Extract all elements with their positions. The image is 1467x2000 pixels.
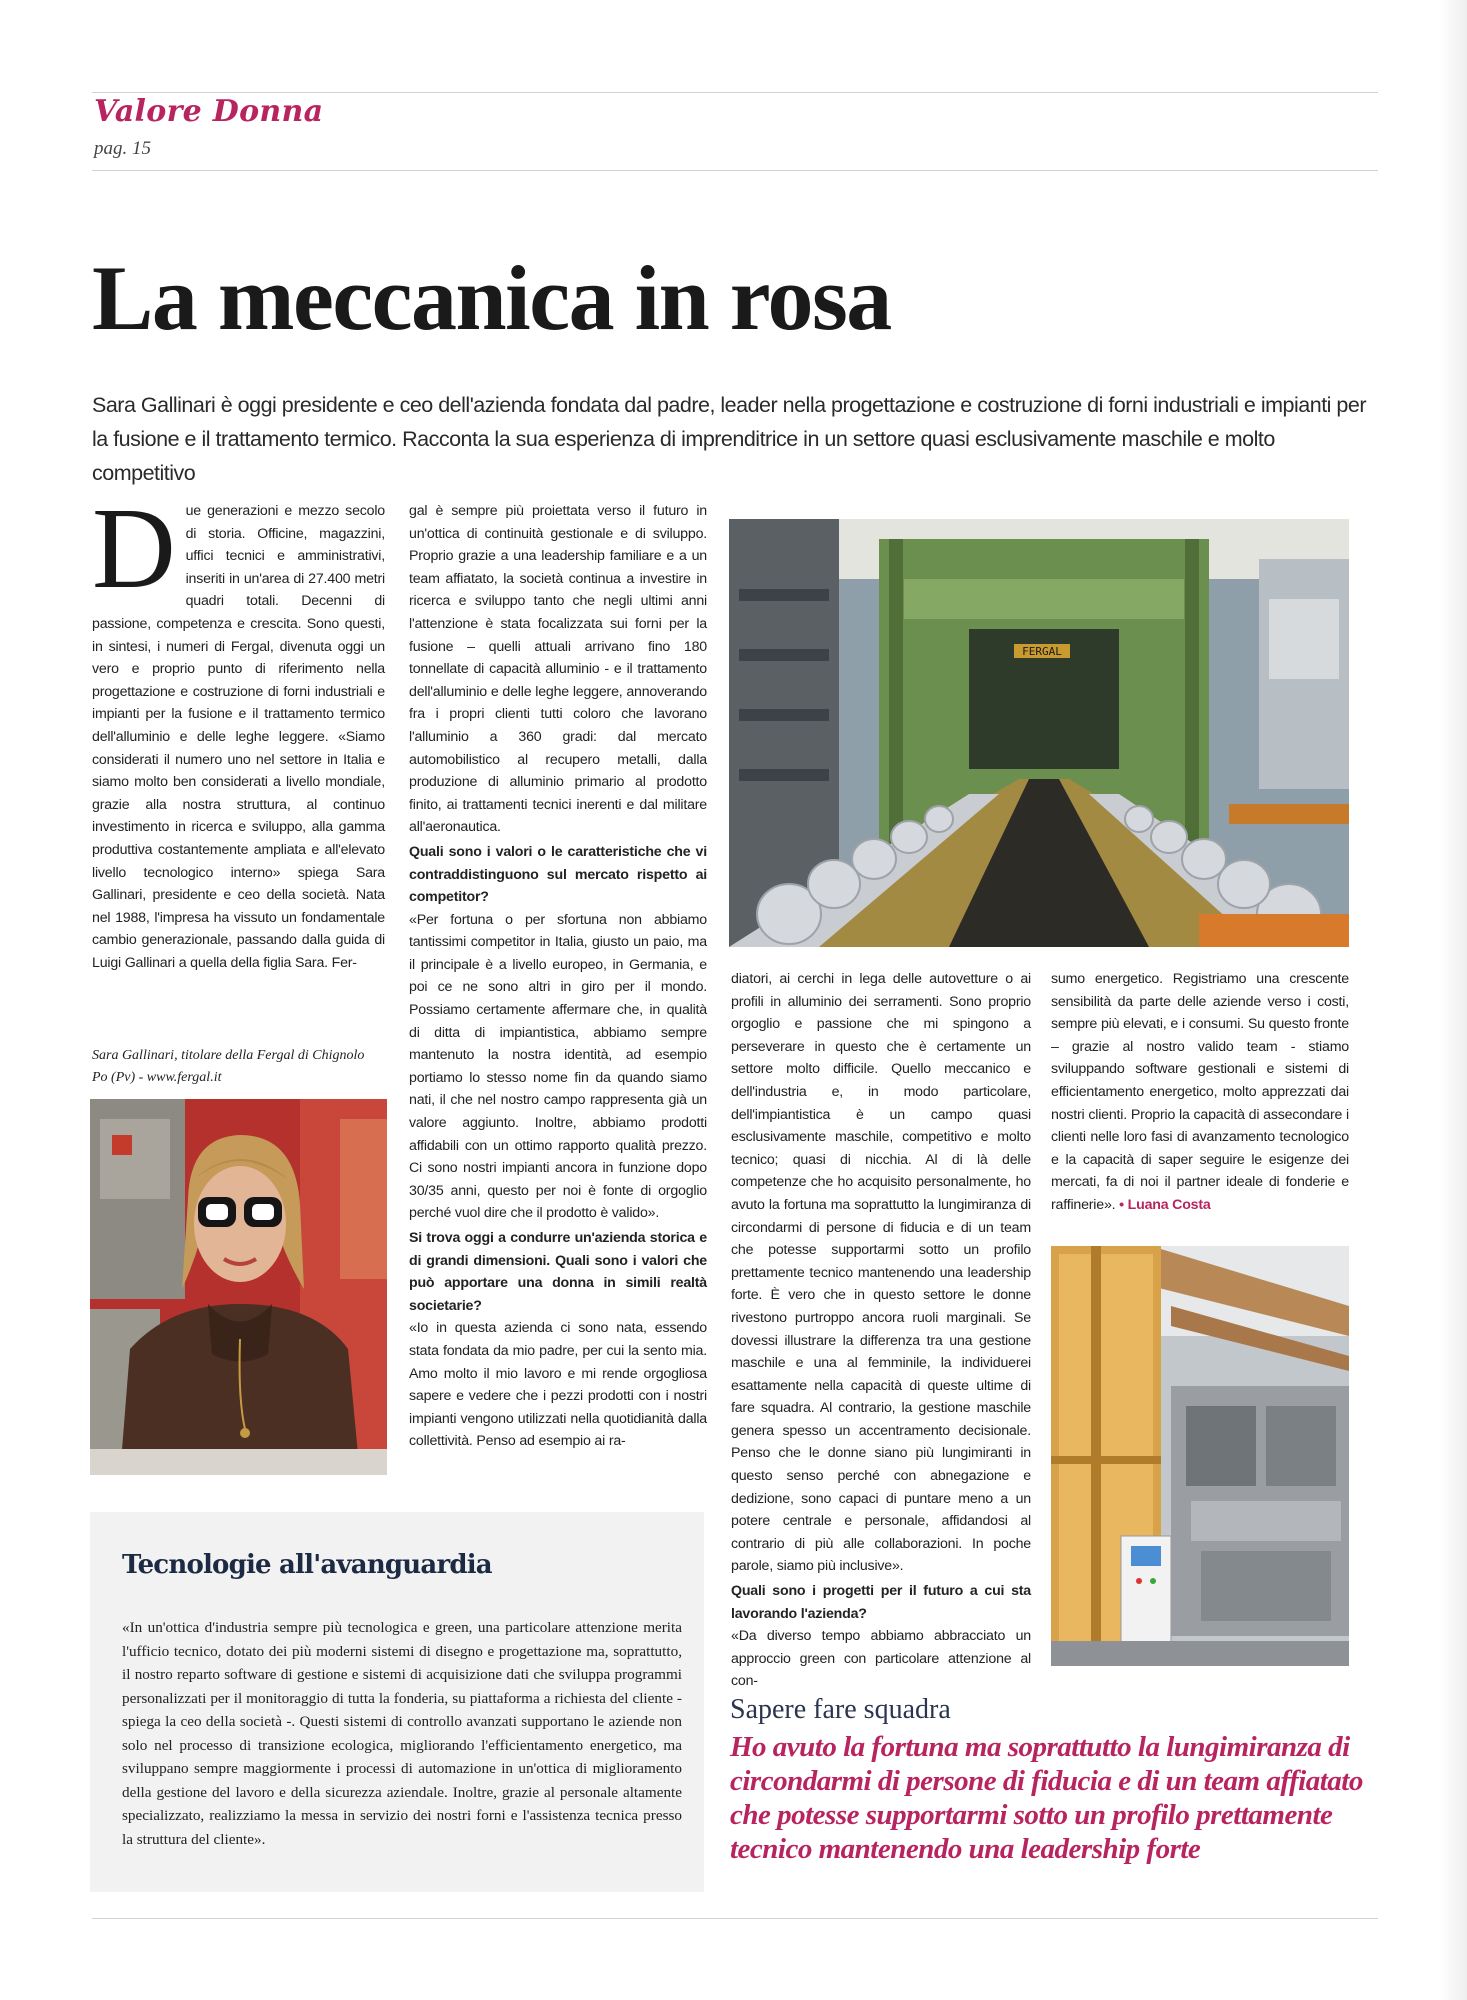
photo-caption: Sara Gallinari, titolare della Fergal di Chignolo Po (Pv) - www.fergal.it <box>92 1048 365 1085</box>
article-column-4 <box>1051 968 1349 1217</box>
column-2-paragraph: gal è sempre più proiettata verso il futuro in un'ottica di continuità gestionale e di sviluppo. Proprio grazie a una leadership familiare e a un team affiatato, la società continua a investire in ricerca e sviluppo tanto che negli ultimi anni l'attenzione è stata focalizzata sui forni per la fusione – quelli attuali arrivano fino 180 tonnellate di capacità alluminio - e il trattamento dell'alluminio e delle leghe leggere, annoverando fra i propri clienti tutti coloro che lavorano l'alluminio a 360 gradi: dal mercato automobilistico al recupero metalli, dalla produzione di alluminio primario al prodotto finito, ai trattamenti tecnici inerenti e dal militare all'aeronautica. <box>409 503 707 836</box>
interview-question: Si trova oggi a condurre un'azienda storica e di grandi dimensioni. Quali sono i valori che può apportare una donna in simili realtà societarie? <box>409 1230 707 1314</box>
column-2-paragraph: «Io in questa azienda ci sono nata, essendo stata fondata da mio padre, per cui la sento mia. Amo molto il mio lavoro e mi rende orgogliosa sapere e vedere che i pezzi prodotti con i nostri impianti vengono utilizzati nella quotidianità dalla collettività. Penso ad esempio ai ra- <box>409 1320 707 1450</box>
plant-photo <box>729 519 1349 947</box>
author-signature: • Luana Costa <box>1119 1196 1211 1213</box>
header-rule <box>92 170 1378 171</box>
article-column-2 <box>409 500 707 1453</box>
fergal-sign: FERGAL <box>1022 645 1062 658</box>
drop-cap: D <box>92 485 176 613</box>
column-2-paragraph: «Per fortuna o per sfortuna non abbiamo tantissimi competitor in Italia, giusto un paio, ma il principale è a livello europeo, in Germania, e poi ce ne sono altri in giro per il mondo. Possiamo certamente affermare che, in qualità di ditta di impiantistica, abbiamo sempre mantenuto la nostra identità, ad esempio portiamo lo stesso nome fin da quando siamo nati, il che nel nostro campo rappresenta già un valore aggiunto. Inoltre, abbiamo prodotti affidabili con un ottimo rapporto qualità prezzo. Ci sono nostri impianti ancora in funzione dopo 30/35 anni, questo per noi è fonte di orgoglio perché vuol dire che il prodotto è valido». <box>409 911 707 1222</box>
furnace-photo <box>1051 1246 1349 1666</box>
column-1-text: ue generazioni e mezzo secolo di storia. Officine, magazzini, uffici tecnici e amministrativi, inseriti in un'area di 27.400 metri quadri totali. Decenni di passione, competenza e crescita. Sono questi, in sintesi, i numeri di Fergal, divenuta oggi un vero e proprio punto di riferimento nella progettazione e costruzione di forni industriali e impianti per la fusione e il trattamento termico dell'alluminio e delle leghe leggere. «Siamo considerati il numero uno nel settore in Italia e siamo molto ben considerati a livello mondiale, grazie alla nostra struttura, al continuo investimento in ricerca e sviluppo, alla gamma produttiva costantemente ampliata e all'elevato livello tecnologico interno» spiega Sara Gallinari, presidente e ceo della società. Nata nel 1988, l'impresa ha vissuto un fondamentale cambio generazionale, passando dalla guida di Luigi Gallinari a quella della figlia Sara. Fer- <box>92 503 385 971</box>
column-3-paragraph: diatori, ai cerchi in lega delle autovetture o ai profili in alluminio dei serramenti. Sono proprio orgoglio e passione che mi spingono a perseverare in questo che è certamente un settore molto difficile. Quello meccanico e dell'industria e, in modo particolare, dell'impiantistica è un campo quasi esclusivamente maschile, competitivo e molto tecnico; quasi di nicchia. Al di là delle competenze che ho acquisito personalmente, ho avuto la fortuna ma soprattutto la lungimiranza di circondarmi di persone di fiducia e di un team che potesse supportarmi sotto un profilo prettamente tecnico mantenendo una leadership forte. È vero che in questo settore le donne rivestono purtroppo ancora ruoli marginali. Se dovessi illustrare la differenza tra una gestione maschile e una al femminile, la individuerei esattamente nella capacità di queste ultime di fare squadra. Al contrario, la gestione maschile genera spesso un accentramento decisionale. Penso che le donne siano più lungimiranti in questo senso perché con abnegazione e dedizione, sono capaci di puntare meno a un potere centrale e personale, affidandosi al contrario di più alle collaborazioni. In poche parole, siamo più inclusive». <box>731 971 1031 1575</box>
pullquote-kicker: Sapere fare squadra <box>730 1694 951 1725</box>
column-3-paragraph: «Da diverso tempo abbiamo abbracciato un approccio green con particolare attenzione al con- <box>731 1628 1031 1690</box>
sidebar-title: Tecnologie all'avanguardia <box>122 1550 492 1580</box>
article-title: La meccanica in rosa <box>92 247 891 349</box>
article-lead: Sara Gallinari è oggi presidente e ceo dell'azienda fondata dal padre, leader nella progettazione e costruzione di forni industriali e impianti per la fusione e il trattamento termico. Racconta la sua esperienza di imprenditrice in un settore quasi esclusivamente maschile e molto competitivo <box>92 393 1366 485</box>
pullquote-text: Ho avuto la fortuna ma soprattutto la lungimiranza di circondarmi di persone di fiducia e di un team affiatato che potesse supportarmi sotto un profilo prettamente tecnico mantenendo una leadership forte <box>730 1731 1363 1865</box>
column-4-paragraph <box>1051 968 1349 1217</box>
interview-question: Quali sono i valori o le caratteristiche che vi contraddistinguono sul mercato rispetto ai competitor? <box>409 843 707 906</box>
interview-question: Quali sono i progetti per il futuro a cui sta lavorando l'azienda? <box>731 1583 1031 1622</box>
section-title: Valore Donna <box>94 94 324 129</box>
page-edge-shadow <box>1440 0 1467 2000</box>
article-column-1 <box>92 485 385 974</box>
top-rule <box>92 92 1378 93</box>
bottom-rule <box>92 1918 1378 1919</box>
page-number: pag. 15 <box>94 138 151 159</box>
portrait-photo <box>90 1099 387 1475</box>
article-column-3 <box>731 968 1031 1693</box>
sidebar-text: «In un'ottica d'industria sempre più tecnologica e green, una particolare attenzione merita l'ufficio tecnico, dotato dei più moderni sistemi di disegno e progettazione ma, soprattutto, il nostro reparto software di gestione e sistemi di acquisizione dati che sviluppa programmi personalizzati per il monitoraggio di tutta la fonderia, su piattaforma a richiesta del cliente - spiega la ceo della società -. Questi sistemi di controllo avanzati supportano le aziende non solo nel processo di transizione ecologica, migliorando l'efficientamento energetico, ma sviluppano sempre maggiormente i processi di automazione in un'ottica di miglioramento della gestione del lavoro e della sicurezza aziendale. Inoltre, grazie al personale altamente specializzato, realizziamo la messa in servizio dei nostri forni e l'assistenza tecnica presso la struttura del cliente». <box>122 1619 682 1848</box>
column-4-text: sumo energetico. Registriamo una crescente sensibilità da parte delle aziende verso i costi, sempre più elevati, e i consumi. Su questo fronte – grazie al nostro valido team - stiamo sviluppando software gestionali e sistemi di efficientamento energetico, molto apprezzati dai nostri clienti. Proprio la capacità di assecondare i clienti nelle loro fasi di avanzamento tecnologico e la capacità di saper seguire le esigenze dei mercati, fa di noi il partner ideale di fonderie e raffinerie». <box>1051 971 1349 1213</box>
